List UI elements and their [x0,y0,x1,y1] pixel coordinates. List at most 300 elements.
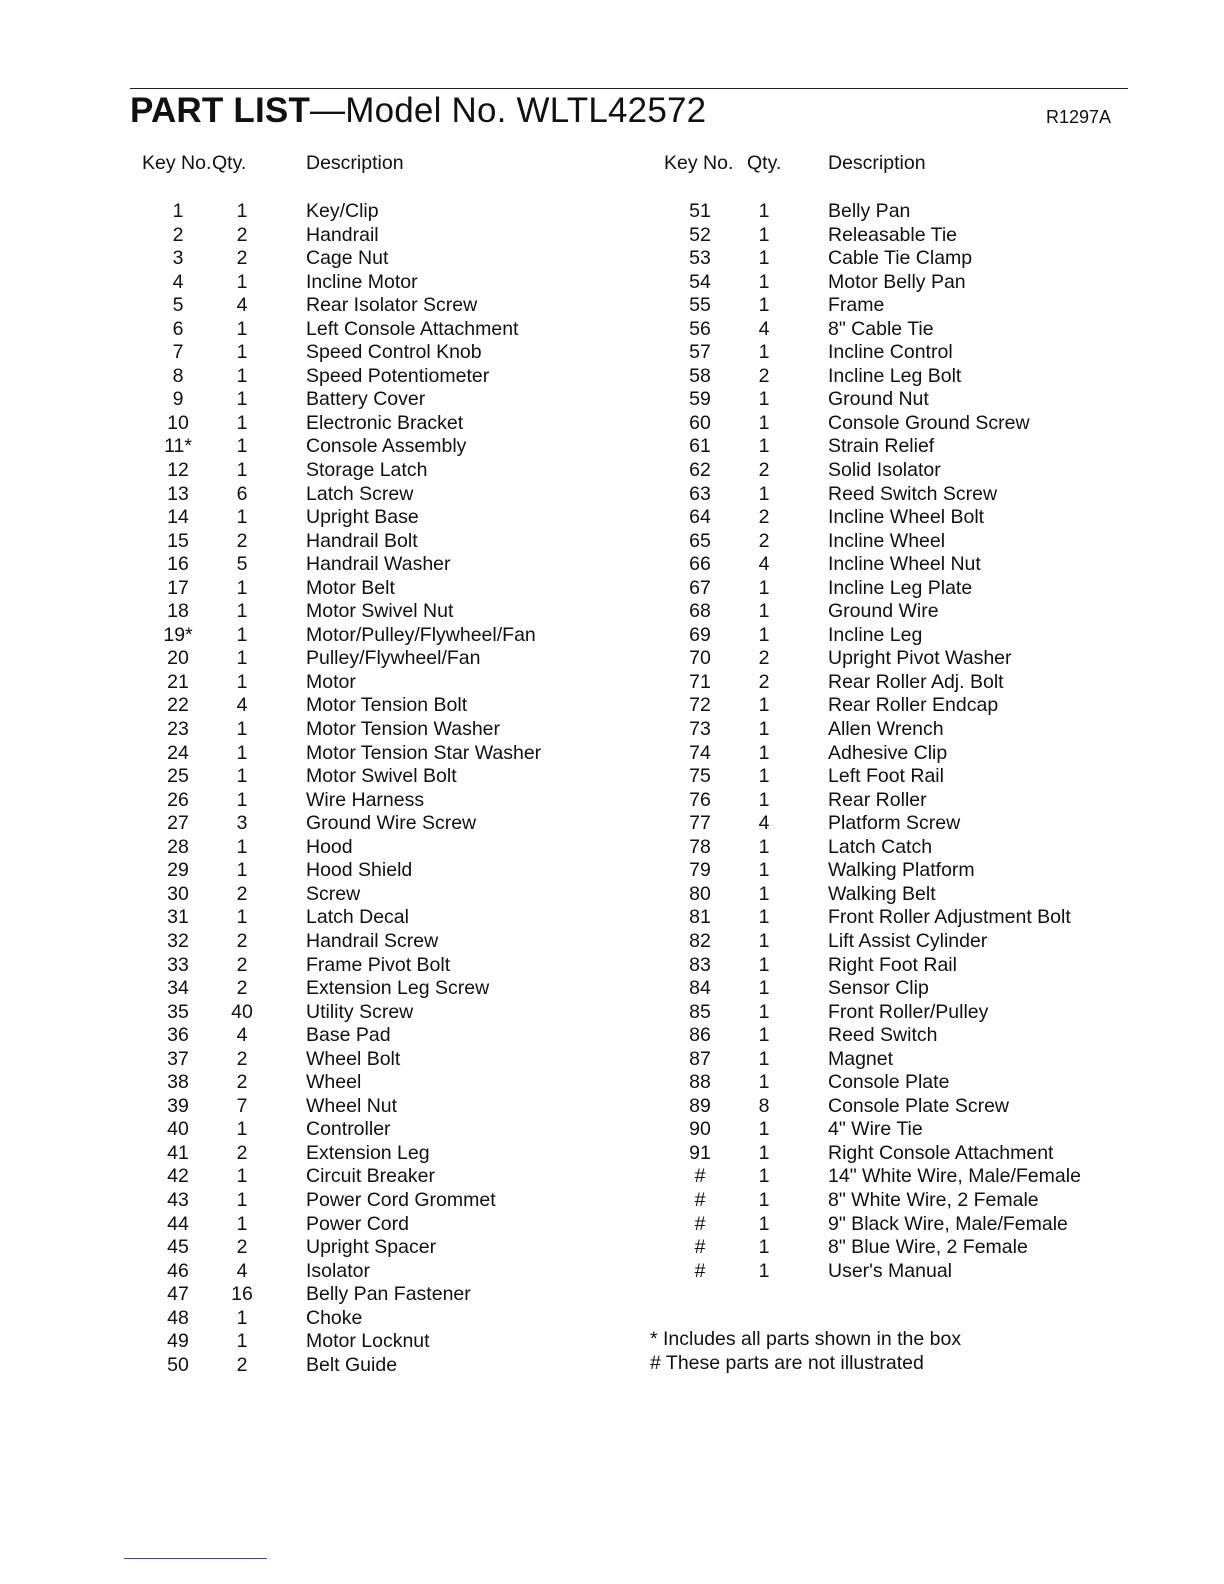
table-row [652,789,1112,813]
qty-cell: 1 [236,741,248,764]
description-cell: Releasable Tie [828,223,957,246]
table-row [652,1071,1112,1095]
key-no-cell: 68 [689,600,711,623]
description-cell: Incline Wheel [828,529,946,552]
key-no-cell: 53 [689,247,711,270]
qty-cell: 1 [758,1259,770,1282]
qty-cell: 1 [236,906,248,929]
key-no-cell: 64 [689,506,711,529]
table-row [652,247,1112,271]
description-cell: Motor [306,670,356,693]
key-no-cell: 91 [689,1141,711,1164]
qty-cell: 1 [758,694,770,717]
header-description: Description [828,152,926,174]
header-description: Description [306,152,404,174]
key-no-cell: 78 [689,835,711,858]
qty-cell: 1 [236,718,248,741]
description-cell: Motor Tension Washer [306,718,501,741]
key-no-cell: 25 [167,765,189,788]
description-cell: Wire Harness [306,788,425,811]
table-row [130,412,630,436]
description-cell: Sensor Clip [828,977,929,1000]
note-asterisk: * Includes all parts shown in the box [650,1328,962,1350]
key-no-cell: 52 [689,223,711,246]
key-no-cell: # [694,1259,706,1282]
table-row [130,294,630,318]
description-cell: Walking Platform [828,859,975,882]
table-row [652,977,1112,1001]
description-cell: Controller [306,1118,391,1141]
table-row [652,930,1112,954]
qty-cell: 1 [236,623,248,646]
key-no-cell: 45 [167,1236,189,1259]
qty-cell: 1 [758,482,770,505]
qty-cell: 3 [236,812,248,835]
description-cell: Isolator [306,1259,370,1282]
key-no-cell: 41 [167,1141,189,1164]
key-no-cell: 76 [689,788,711,811]
key-no-cell: 79 [689,859,711,882]
table-row [130,435,630,459]
table-row [130,1118,630,1142]
description-cell: Walking Belt [828,882,936,905]
key-no-cell: # [694,1212,706,1235]
table-row [130,742,630,766]
qty-cell: 4 [758,812,770,835]
key-no-cell: 46 [167,1259,189,1282]
qty-cell: 1 [758,1118,770,1141]
table-row [652,906,1112,930]
table-row [130,977,630,1001]
table-row [652,224,1112,248]
qty-cell: 2 [236,1047,248,1070]
description-cell: Belly Pan Fastener [306,1283,471,1306]
key-no-cell: 17 [167,576,189,599]
key-no-cell: 14 [167,506,189,529]
qty-cell: 1 [758,1000,770,1023]
key-no-cell: 12 [167,459,189,482]
key-no-cell: 73 [689,718,711,741]
key-no-cell: 82 [689,929,711,952]
key-no-cell: 77 [689,812,711,835]
header-qty: Qty. [747,152,782,174]
key-no-cell: 48 [167,1306,189,1329]
key-no-cell: 63 [689,482,711,505]
table-row [652,553,1112,577]
qty-cell: 1 [758,1165,770,1188]
qty-cell: 2 [236,1236,248,1259]
table-row [130,906,630,930]
description-cell: Lift Assist Cylinder [828,929,988,952]
table-row [130,1024,630,1048]
qty-cell: 1 [236,765,248,788]
parts-table-right [652,150,1112,1282]
qty-cell: 1 [758,718,770,741]
qty-cell: 1 [236,1118,248,1141]
qty-cell: 1 [236,835,248,858]
table-row [652,200,1112,224]
key-no-cell: # [694,1165,706,1188]
table-row [130,1001,630,1025]
table-row [652,365,1112,389]
description-cell: Pulley/Flywheel/Fan [306,647,481,670]
description-cell: Incline Leg [828,623,923,646]
description-cell: Rear Isolator Screw [306,294,478,317]
description-cell: Handrail Bolt [306,529,418,552]
description-cell: Key/Clip [306,200,379,222]
table-row [130,483,630,507]
qty-cell: 1 [236,364,248,387]
table-row [130,271,630,295]
table-row [130,577,630,601]
key-no-cell: 40 [167,1118,189,1141]
table-row [652,412,1112,436]
description-cell: Circuit Breaker [306,1165,435,1188]
key-no-cell: 3 [172,247,184,270]
table-row [130,1095,630,1119]
key-no-cell: 62 [689,459,711,482]
qty-cell: 1 [758,435,770,458]
key-no-cell: 50 [167,1353,189,1376]
description-cell: Motor Locknut [306,1330,430,1353]
description-cell: Incline Leg Plate [828,576,973,599]
description-cell: Speed Potentiometer [306,364,490,387]
key-no-cell: 10 [167,411,189,434]
table-row [130,789,630,813]
note-hash: # These parts are not illustrated [650,1351,924,1374]
table-row [130,647,630,671]
qty-cell: 7 [236,1094,248,1117]
table-row [652,812,1112,836]
key-no-cell: 30 [167,882,189,905]
description-cell: Latch Decal [306,906,409,929]
description-cell: Incline Leg Bolt [828,364,962,387]
key-no-cell: # [694,1236,706,1259]
key-no-cell: 44 [167,1212,189,1235]
table-row [130,341,630,365]
table-row [652,271,1112,295]
description-cell: Choke [306,1306,363,1329]
key-no-cell: 59 [689,388,711,411]
key-no-cell: 11* [164,435,192,458]
key-no-cell: 88 [689,1071,711,1094]
table-row [130,388,630,412]
table-row [652,718,1112,742]
key-no-cell: 47 [167,1283,189,1306]
key-no-cell: 85 [689,1000,711,1023]
header-key-no: Key No. [142,152,212,174]
top-rule [130,88,1128,89]
qty-cell: 1 [236,576,248,599]
description-cell: Reed Switch [828,1024,938,1047]
table-row [130,883,630,907]
description-cell: Motor Tension Bolt [306,694,468,717]
table-row [130,1307,630,1331]
key-no-cell: 39 [167,1094,189,1117]
description-cell: Storage Latch [306,459,428,482]
qty-cell: 1 [758,765,770,788]
qty-cell: 2 [236,1071,248,1094]
description-cell: Left Foot Rail [828,765,944,788]
table-row [130,1213,630,1237]
qty-cell: 2 [758,670,770,693]
description-cell: Upright Spacer [306,1236,437,1259]
table-row [130,1048,630,1072]
table-row [652,1118,1112,1142]
description-cell: Motor Swivel Bolt [306,765,457,788]
description-cell: Magnet [828,1047,894,1070]
qty-cell: 1 [236,317,248,340]
qty-cell: 1 [236,1165,248,1188]
description-cell: Screw [306,882,361,905]
qty-cell: 1 [236,859,248,882]
key-no-cell: 61 [689,435,711,458]
description-cell: Cable Tie Clamp [828,247,973,270]
description-cell: Handrail Screw [306,929,439,952]
description-cell: Rear Roller Adj. Bolt [828,670,1004,693]
qty-cell: 1 [236,200,248,222]
qty-cell: 1 [236,411,248,434]
description-cell: Wheel [306,1071,362,1094]
table-row [652,1001,1112,1025]
qty-cell: 4 [236,1024,248,1047]
table-row [652,318,1112,342]
qty-cell: 1 [758,1141,770,1164]
description-cell: Speed Control Knob [306,341,482,364]
key-no-cell: 13 [167,482,189,505]
key-no-cell: 86 [689,1024,711,1047]
key-no-cell: 4 [172,270,184,293]
description-cell: Upright Base [306,506,419,529]
key-no-cell: 1 [172,200,184,222]
qty-cell: 1 [758,247,770,270]
table-row [130,954,630,978]
qty-cell: 1 [758,953,770,976]
title-prefix: PART LIST [130,91,311,130]
table-row [130,671,630,695]
key-no-cell: 72 [689,694,711,717]
qty-cell: 1 [758,741,770,764]
table-row [652,836,1112,860]
qty-cell: 1 [758,977,770,1000]
table-row [652,883,1112,907]
key-no-cell: 70 [689,647,711,670]
table-row [652,483,1112,507]
key-no-cell: 69 [689,623,711,646]
table-row [130,765,630,789]
key-no-cell: 74 [689,741,711,764]
key-no-cell: 22 [167,694,189,717]
key-no-cell: 9 [172,388,184,411]
table-row [652,459,1112,483]
description-cell: Extension Leg Screw [306,977,490,1000]
qty-cell: 2 [758,647,770,670]
table-row [652,859,1112,883]
key-no-cell: 49 [167,1330,189,1353]
description-cell: Solid Isolator [828,459,941,482]
description-cell: Belly Pan [828,200,911,222]
description-cell: Handrail Washer [306,553,451,576]
qty-cell: 1 [758,929,770,952]
qty-cell: 1 [758,600,770,623]
description-cell: Rear Roller [828,788,927,811]
description-cell: 8" Cable Tie [828,317,934,340]
table-row [130,1142,630,1166]
table-header [652,150,1112,180]
qty-cell: 6 [236,482,248,505]
table-row [130,224,630,248]
table-row [652,694,1112,718]
key-no-cell: 19* [163,623,193,646]
key-no-cell: 31 [167,906,189,929]
description-cell: Platform Screw [828,812,961,835]
table-row [130,836,630,860]
description-cell: Base Pad [306,1024,391,1047]
key-no-cell: 54 [689,270,711,293]
header-key-no: Key No. [664,152,734,174]
table-row [130,530,630,554]
key-no-cell: 21 [167,670,189,693]
qty-cell: 1 [758,788,770,811]
qty-cell: 1 [758,1071,770,1094]
key-no-cell: 7 [172,341,184,364]
qty-cell: 2 [236,929,248,952]
qty-cell: 1 [758,906,770,929]
key-no-cell: 84 [689,977,711,1000]
qty-cell: 1 [758,1236,770,1259]
table-row [652,671,1112,695]
description-cell: Front Roller Adjustment Bolt [828,906,1071,929]
description-cell: 8" Blue Wire, 2 Female [828,1236,1028,1259]
table-row [130,1260,630,1284]
key-no-cell: 67 [689,576,711,599]
description-cell: Reed Switch Screw [828,482,998,505]
description-cell: Belt Guide [306,1353,398,1376]
table-row [652,530,1112,554]
qty-cell: 1 [758,294,770,317]
key-no-cell: 32 [167,929,189,952]
table-row [652,577,1112,601]
key-no-cell: 90 [689,1118,711,1141]
key-no-cell: 20 [167,647,189,670]
qty-cell: 4 [758,317,770,340]
qty-cell: 1 [236,1212,248,1235]
qty-cell: 1 [758,341,770,364]
description-cell: Electronic Bracket [306,411,464,434]
qty-cell: 2 [236,882,248,905]
table-row [130,1189,630,1213]
description-cell: Extension Leg [306,1141,430,1164]
table-row [130,1071,630,1095]
description-cell: 14" White Wire, Male/Female [828,1165,1081,1188]
table-rows [130,200,630,1377]
qty-cell: 1 [236,270,248,293]
qty-cell: 2 [236,977,248,1000]
description-cell: Motor Belly Pan [828,270,966,293]
key-no-cell: 58 [689,364,711,387]
qty-cell: 2 [236,1353,248,1376]
key-no-cell: 66 [689,553,711,576]
table-row [652,624,1112,648]
table-row [652,1024,1112,1048]
table-row [652,1048,1112,1072]
table-row [130,1236,630,1260]
key-no-cell: 29 [167,859,189,882]
footnotes [650,1328,961,1375]
table-row [130,318,630,342]
table-row [652,435,1112,459]
qty-cell: 1 [758,623,770,646]
description-cell: Console Plate Screw [828,1094,1010,1117]
description-cell: Ground Nut [828,388,929,411]
description-cell: 8" White Wire, 2 Female [828,1188,1039,1211]
description-cell: Left Console Attachment [306,317,519,340]
description-cell: Wheel Nut [306,1094,398,1117]
table-row [130,365,630,389]
description-cell: Right Foot Rail [828,953,957,976]
description-cell: Motor Belt [306,576,395,599]
qty-cell: 2 [236,247,248,270]
table-row [652,1213,1112,1237]
table-row [130,600,630,624]
table-row [652,1260,1112,1284]
key-no-cell: 23 [167,718,189,741]
title-dash: — [310,91,346,130]
description-cell: Allen Wrench [828,718,944,741]
description-cell: Power Cord Grommet [306,1188,496,1211]
key-no-cell: 8 [172,364,184,387]
table-row [652,388,1112,412]
key-no-cell: 35 [167,1000,189,1023]
table-row [130,930,630,954]
description-cell: Cage Nut [306,247,389,270]
qty-cell: 2 [236,529,248,552]
key-no-cell: # [694,1188,706,1211]
qty-cell: 1 [758,1188,770,1211]
qty-cell: 1 [236,1330,248,1353]
description-cell: User's Manual [828,1259,953,1282]
key-no-cell: 37 [167,1047,189,1070]
table-row [652,1095,1112,1119]
key-no-cell: 42 [167,1165,189,1188]
description-cell: 9" Black Wire, Male/Female [828,1212,1068,1235]
key-no-cell: 89 [689,1094,711,1117]
table-row [652,506,1112,530]
qty-cell: 1 [236,647,248,670]
description-cell: Console Ground Screw [828,411,1030,434]
key-no-cell: 55 [689,294,711,317]
header-qty: Qty. [212,152,247,174]
key-no-cell: 80 [689,882,711,905]
description-cell: Power Cord [306,1212,409,1235]
key-no-cell: 2 [172,223,184,246]
description-cell: Latch Catch [828,835,933,858]
table-rows [652,200,1112,1283]
description-cell: Utility Screw [306,1000,414,1023]
description-cell: Console Assembly [306,435,467,458]
key-no-cell: 60 [689,411,711,434]
table-row [130,694,630,718]
qty-cell: 1 [236,341,248,364]
qty-cell: 1 [236,435,248,458]
table-row [652,1236,1112,1260]
description-cell: Motor Swivel Nut [306,600,454,623]
key-no-cell: 43 [167,1188,189,1211]
table-row [130,1330,630,1354]
parts-table-left [130,150,630,1376]
page-title [130,90,706,132]
key-no-cell: 34 [167,977,189,1000]
